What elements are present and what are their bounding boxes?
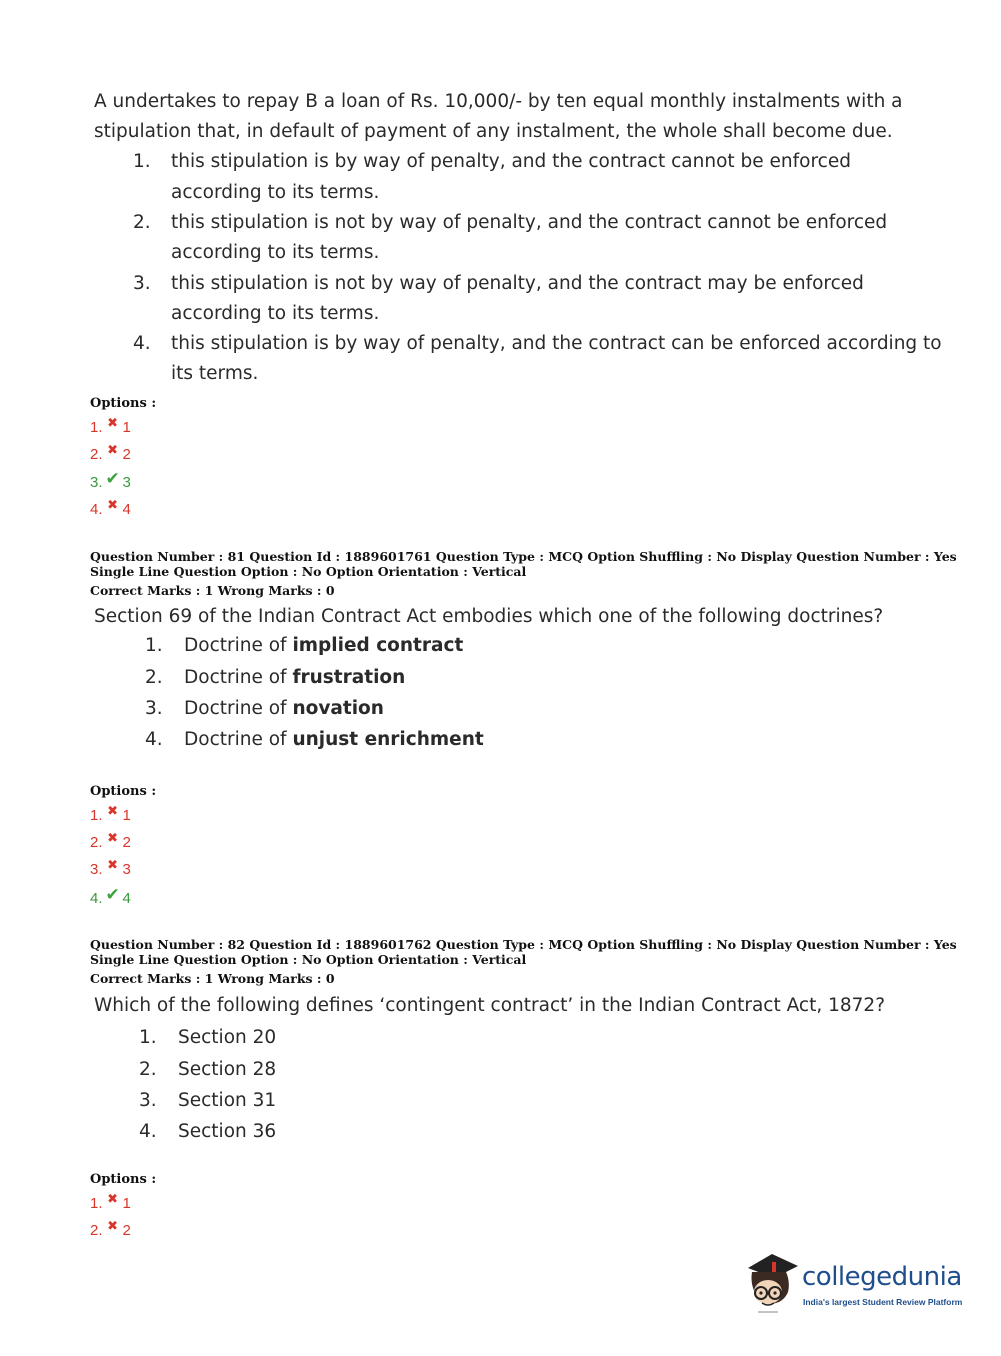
answer-option-1: 1. ✖ 1 xyxy=(90,415,131,436)
question-80-option-2-cont: according to its terms. xyxy=(171,242,380,263)
question-81-option-4: 4. Doctrine of unjust enrichment xyxy=(145,729,484,750)
option-number: 3. xyxy=(133,273,151,294)
cross-icon: ✖ xyxy=(107,857,118,872)
question-81-meta-line-1: Question Number : 81 Question Id : 1889601761 Question Type : MCQ Option Shuffling : No Display Question Number : Yes xyxy=(90,549,957,564)
question-81-text: Section 69 of the Indian Contract Act embodies which one of the following doctrines? xyxy=(94,606,884,627)
option-text: this stipulation is not by way of penalty, and the contract cannot be enforced xyxy=(171,212,888,233)
question-80-text-line-2: stipulation that, in default of payment of any instalment, the whole shall become due. xyxy=(94,121,893,142)
cross-icon: ✖ xyxy=(107,442,118,457)
option-text: this stipulation is by way of penalty, and the contract cannot be enforced xyxy=(171,151,851,172)
option-text: this stipulation is by way of penalty, and the contract can be enforced according to xyxy=(171,333,942,354)
check-icon: ✔ xyxy=(105,469,120,488)
answer-option-4: 4. ✖ 4 xyxy=(90,497,131,518)
question-80-text-line-1: A undertakes to repay B a loan of Rs. 10,000/- by ten equal monthly instalments with a xyxy=(94,91,903,112)
question-80-option-4-cont: its terms. xyxy=(171,363,259,384)
question-82-text: Which of the following defines ‘contingent contract’ in the Indian Contract Act, 1872? xyxy=(94,995,886,1016)
question-82-option-3: 3. Section 31 xyxy=(139,1090,277,1111)
logo-tagline: India's largest Student Review Platform xyxy=(803,1297,963,1307)
answer-option-4-correct: 4. ✔ 4 xyxy=(90,885,131,907)
answer-option-2: 2. ✖ 2 xyxy=(90,1218,131,1239)
cross-icon: ✖ xyxy=(107,415,118,430)
collegedunia-logo xyxy=(742,1250,982,1320)
question-82-marks: Correct Marks : 1 Wrong Marks : 0 xyxy=(90,971,335,986)
question-82-option-4: 4. Section 36 xyxy=(139,1121,277,1142)
option-number: 1. xyxy=(133,151,151,172)
check-icon: ✔ xyxy=(105,885,120,904)
question-81-option-2: 2. Doctrine of frustration xyxy=(145,667,406,688)
question-80-option-1 xyxy=(133,147,851,177)
option-number: 2. xyxy=(133,212,151,233)
question-82-meta-line-1: Question Number : 82 Question Id : 1889601762 Question Type : MCQ Option Shuffling : No Display Question Number : Yes xyxy=(90,937,957,952)
question-81-option-1: 1. Doctrine of implied contract xyxy=(145,635,464,656)
question-80-option-2 xyxy=(133,208,887,238)
question-82-option-1: 1. Section 20 xyxy=(139,1027,277,1048)
question-81-meta-line-2: Single Line Question Option : No Option Orientation : Vertical xyxy=(90,564,527,579)
answer-option-1: 1. ✖ 1 xyxy=(90,803,131,824)
cross-icon: ✖ xyxy=(107,803,118,818)
cross-icon: ✖ xyxy=(107,830,118,845)
question-80-option-4 xyxy=(133,329,942,359)
question-80-option-1-cont: according to its terms. xyxy=(171,182,380,203)
question-82-meta-line-2: Single Line Question Option : No Option Orientation : Vertical xyxy=(90,952,527,967)
answer-option-3: 3. ✖ 3 xyxy=(90,857,131,878)
question-81-marks: Correct Marks : 1 Wrong Marks : 0 xyxy=(90,583,335,598)
option-text: this stipulation is not by way of penalty, and the contract may be enforced xyxy=(171,273,864,294)
options-label: Options : xyxy=(90,784,157,799)
question-81-option-3: 3. Doctrine of novation xyxy=(145,698,384,719)
answer-option-1: 1. ✖ 1 xyxy=(90,1191,131,1212)
cross-icon: ✖ xyxy=(107,497,118,512)
answer-option-2: 2. ✖ 2 xyxy=(90,830,131,851)
cross-icon: ✖ xyxy=(107,1218,118,1233)
mascot-icon xyxy=(742,1250,802,1316)
option-number: 4. xyxy=(133,333,151,354)
options-label: Options : xyxy=(90,396,157,411)
options-label: Options : xyxy=(90,1172,157,1187)
answer-option-3-correct: 3. ✔ 3 xyxy=(90,469,131,491)
cross-icon: ✖ xyxy=(107,1191,118,1206)
question-82-option-2: 2. Section 28 xyxy=(139,1059,277,1080)
question-80-option-3-cont: according to its terms. xyxy=(171,303,380,324)
answer-option-2: 2. ✖ 2 xyxy=(90,442,131,463)
question-80-option-3 xyxy=(133,269,864,299)
logo-wordmark: collegedunia xyxy=(802,1262,962,1292)
